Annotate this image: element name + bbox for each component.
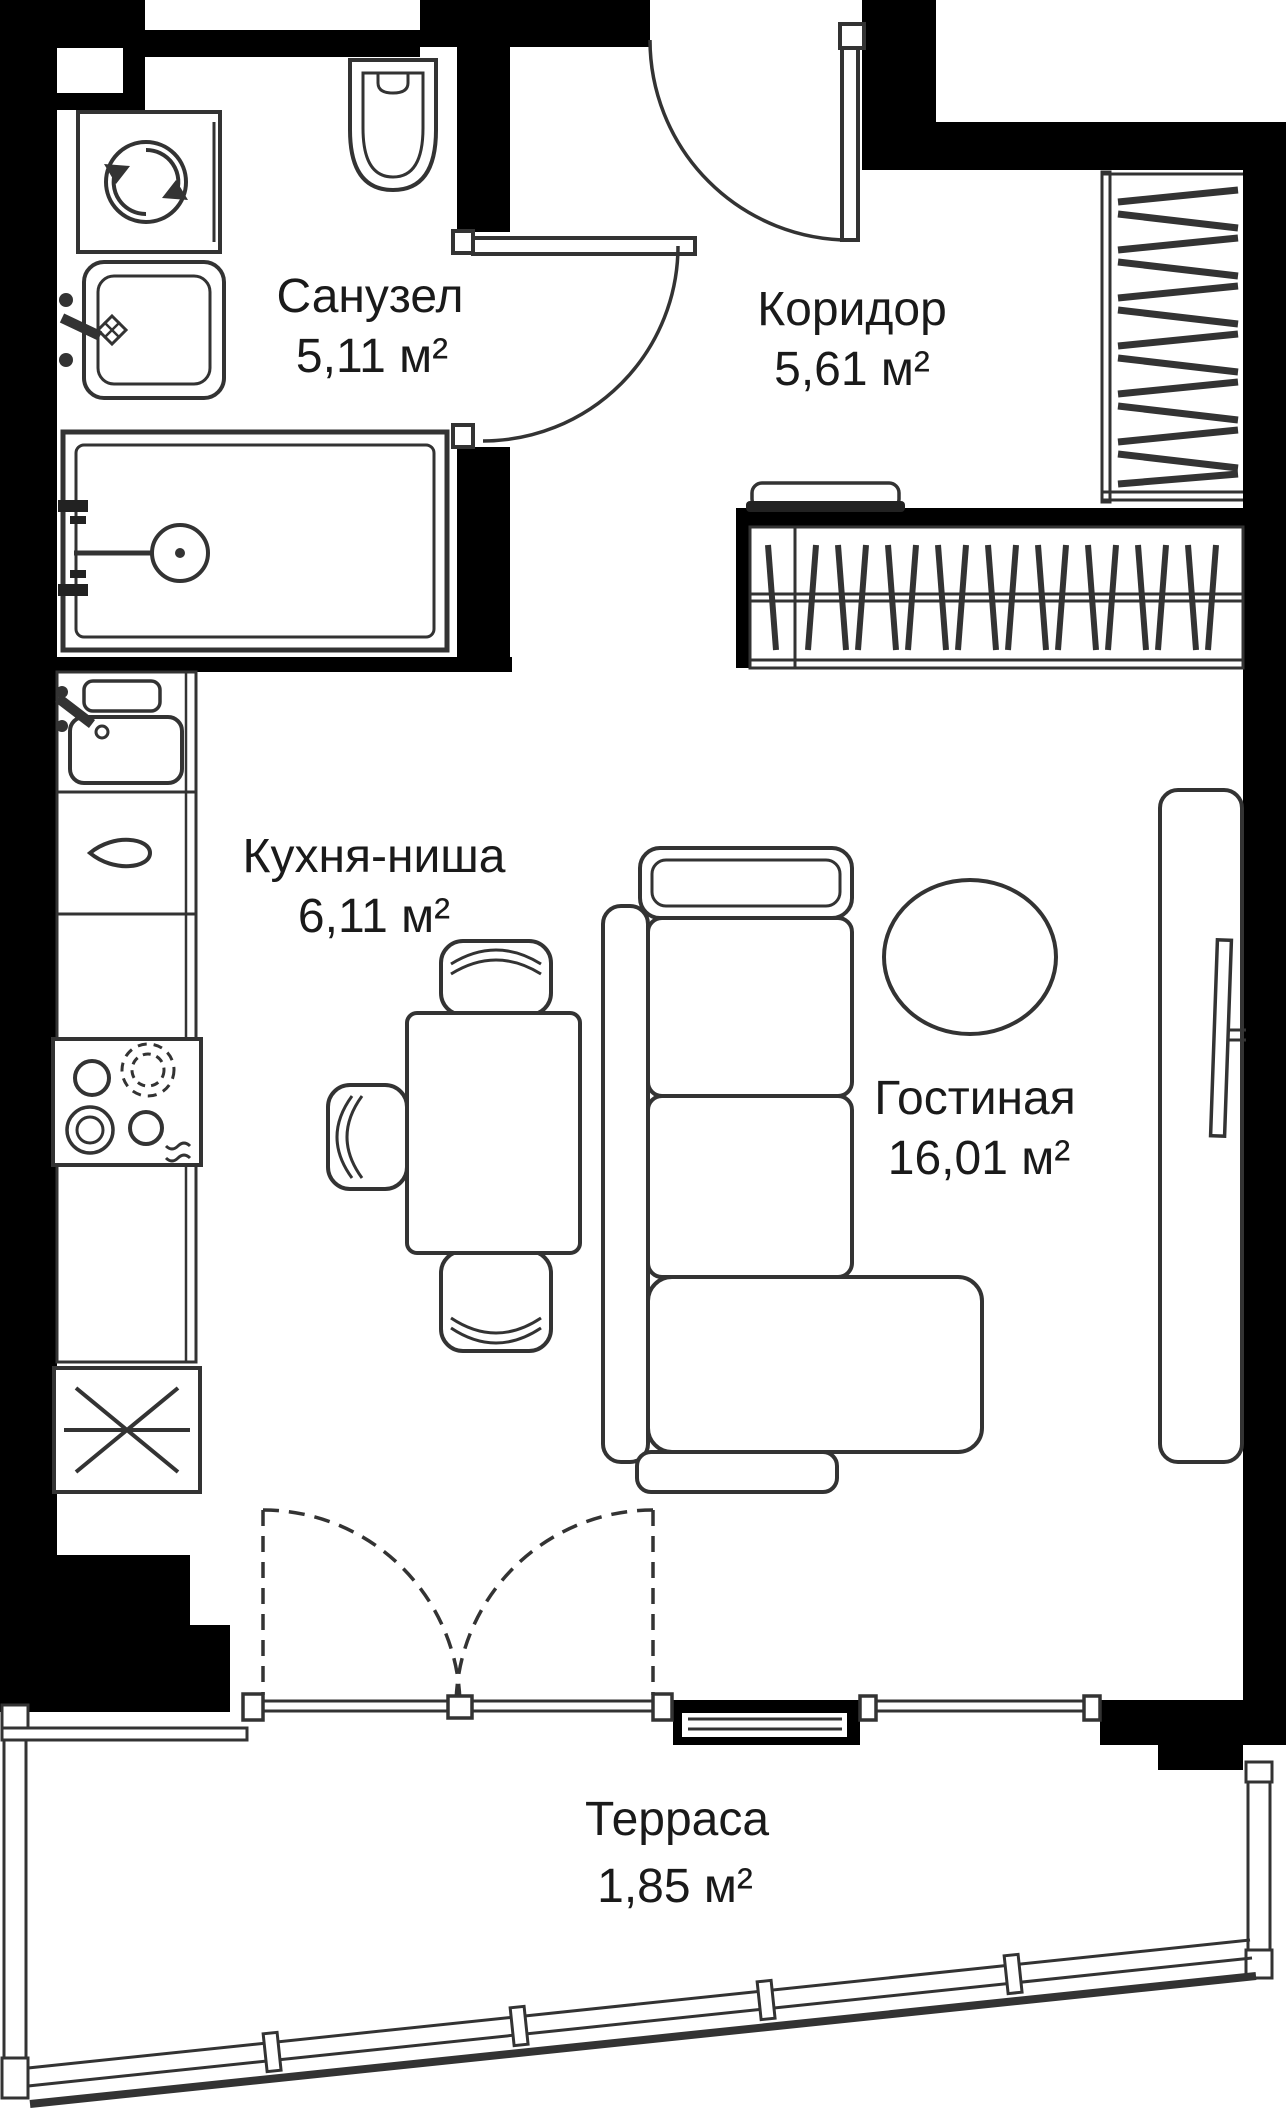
parapet-right — [1248, 1770, 1270, 1962]
room-label-living: Гостиная — [874, 1072, 1076, 1125]
glazing-line — [28, 1940, 1250, 2068]
parapet-cap — [2, 2058, 28, 2098]
closet-low — [750, 527, 1243, 668]
kitchen-drop-icon — [90, 840, 150, 866]
room-area-living: 16,01 м² — [887, 1132, 1071, 1185]
room-label-corridor: Коридор — [757, 283, 947, 336]
dining-chair — [441, 941, 551, 1015]
wall — [0, 35, 57, 1555]
south-windows — [243, 1694, 1100, 1720]
room-label-terrace: Терраса — [584, 1793, 770, 1846]
side-table — [884, 880, 1056, 1034]
window-jamb — [1084, 1696, 1100, 1720]
window-mullion — [448, 1696, 472, 1718]
sofa-cushion — [648, 918, 852, 1096]
room-label-bathroom: Санузел — [276, 270, 464, 323]
room-area-kitchen: 6,11 м² — [297, 890, 451, 943]
room-area-corridor: 5,61 м² — [774, 343, 930, 396]
kitchen-sink-icon — [56, 681, 182, 783]
toilet-icon — [350, 60, 436, 190]
sofa-cushion — [648, 1096, 852, 1277]
dining-table — [407, 1013, 580, 1253]
window-jamb — [860, 1696, 876, 1720]
pier-window — [682, 1713, 847, 1737]
wall — [862, 122, 1286, 170]
terrace-french-doors — [263, 1510, 653, 1707]
wall — [52, 657, 512, 672]
sofa-arm — [637, 1452, 837, 1492]
sofa-back — [603, 906, 648, 1462]
wardrobe-tall — [1102, 172, 1243, 502]
room-area-terrace: 1,85 м² — [597, 1860, 753, 1913]
hanger-rail-hatch — [1118, 190, 1238, 484]
door-leaf — [473, 238, 695, 254]
door-frame — [453, 425, 473, 447]
washing-machine-icon — [78, 112, 220, 252]
door-frame — [453, 231, 473, 253]
glazing-post — [510, 2006, 528, 2045]
terrace-curb — [2, 1728, 247, 1740]
wall — [457, 447, 510, 660]
door-leaf — [842, 48, 858, 240]
room-area-bathroom: 5,11 м² — [295, 330, 449, 383]
bench — [746, 483, 905, 512]
door-swing-arc — [483, 246, 678, 441]
parapet-cap — [1246, 1762, 1272, 1782]
wall — [420, 0, 512, 47]
window-jamb — [243, 1694, 263, 1720]
parapet-cap — [2, 1705, 28, 1729]
door-swing-arc — [650, 40, 850, 240]
door-swing-arc — [263, 1510, 460, 1707]
sofa-chaise — [648, 1277, 982, 1452]
wall — [1100, 1700, 1286, 1745]
wall — [145, 30, 420, 57]
dining-chair — [441, 1251, 551, 1351]
door-swing-arc — [456, 1510, 653, 1707]
dining-chair — [328, 1085, 407, 1189]
room-label-kitchen: Кухня-ниша — [242, 830, 506, 883]
entrance-door — [650, 24, 864, 240]
tv-console — [1160, 790, 1242, 1462]
wall — [1243, 170, 1286, 1712]
glazing-edge — [30, 1976, 1256, 2104]
glazing-post — [263, 2032, 281, 2071]
parapet-left — [4, 1712, 26, 2090]
stove-icon — [53, 1039, 201, 1165]
wall — [457, 47, 510, 232]
wall — [1158, 1745, 1243, 1770]
glazing-post — [1004, 1954, 1022, 1993]
wall — [862, 0, 936, 122]
glazing-post — [757, 1980, 775, 2019]
bathroom-sink-icon — [59, 262, 224, 398]
fridge-icon — [54, 1368, 200, 1492]
glazing-line — [28, 1958, 1252, 2086]
bathtub-icon — [58, 432, 447, 650]
wall — [0, 1555, 230, 1712]
wardrobe-side-panel — [1102, 172, 1110, 502]
duct-notch — [57, 48, 123, 93]
wall — [512, 0, 650, 47]
tv-unit — [1160, 790, 1246, 1462]
bathroom-door — [453, 231, 695, 447]
window-jamb — [653, 1694, 672, 1720]
door-frame — [840, 24, 864, 48]
